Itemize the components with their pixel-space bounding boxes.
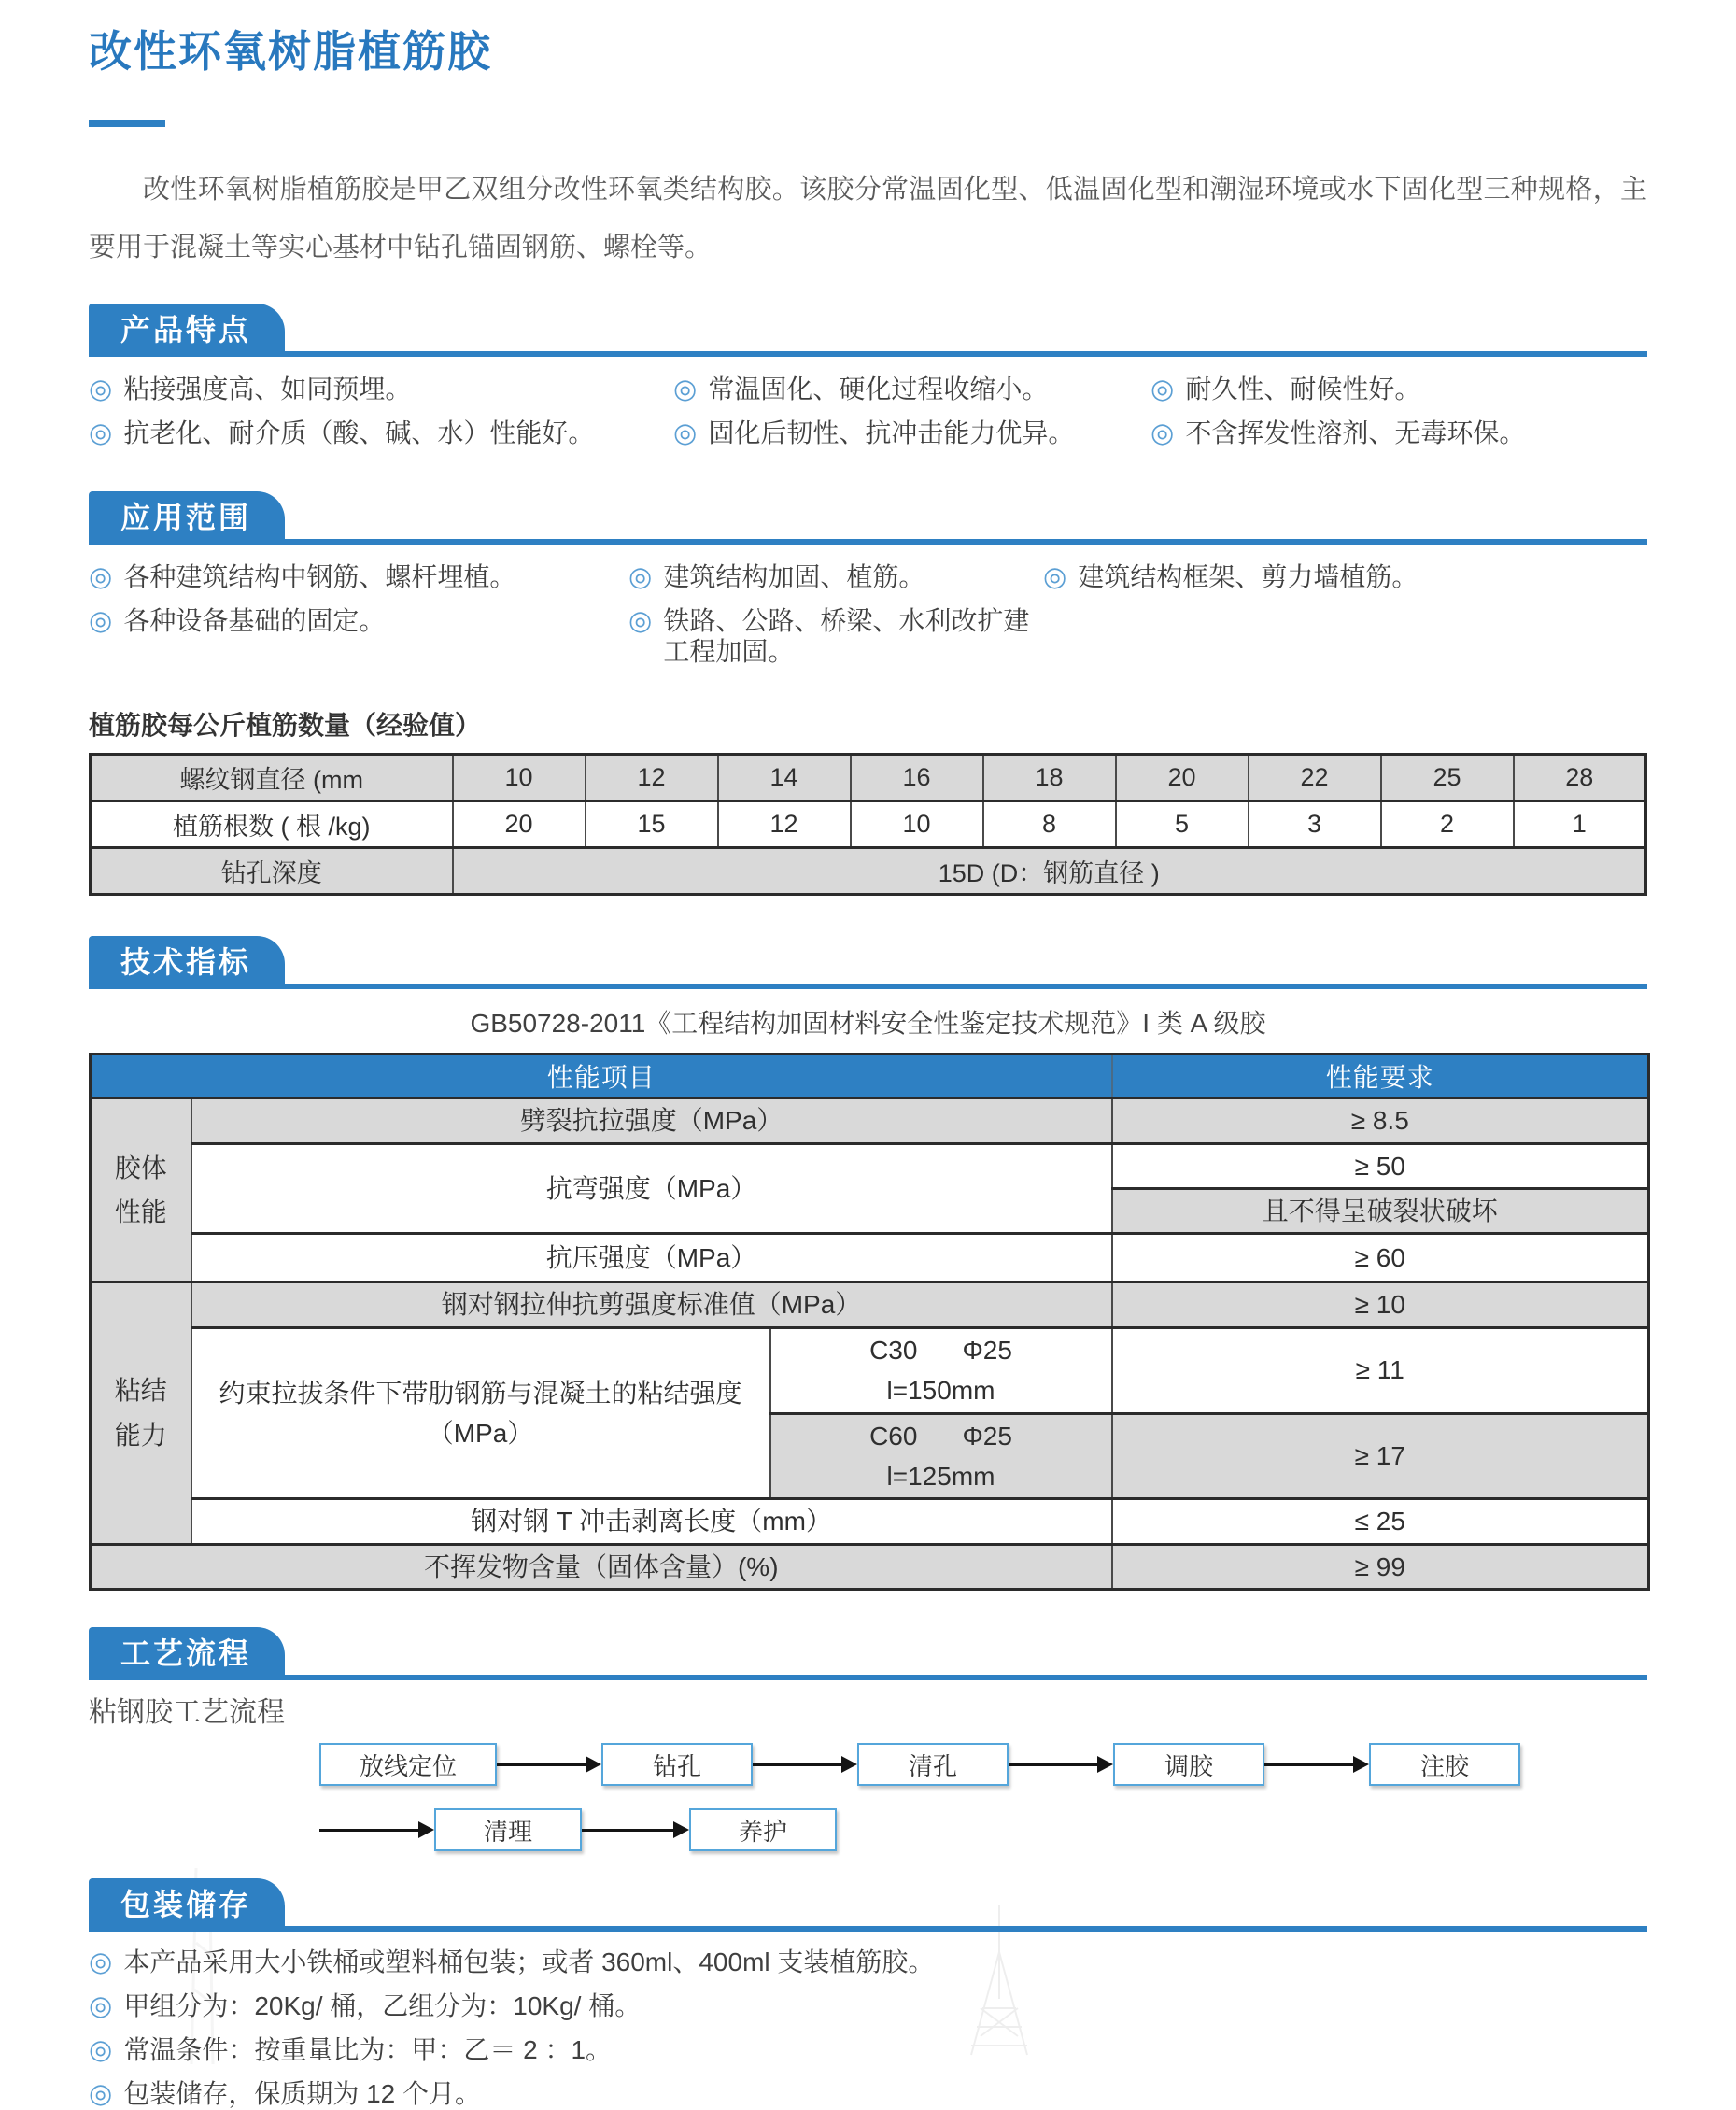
list-item <box>628 605 1043 667</box>
section-tab-features <box>89 304 285 357</box>
list-item <box>89 2034 1647 2066</box>
bullseye-icon: ◎ <box>1150 375 1175 405</box>
bullseye-icon: ◎ <box>673 418 698 449</box>
requirement-cell: 且不得呈破裂状破坏 <box>1112 1188 1649 1233</box>
property-cell: 约束拉拔条件下带肋钢筋与混凝土的粘结强度（MPa） <box>191 1327 770 1499</box>
bullseye-icon: ◎ <box>89 418 113 449</box>
flow-row-2 <box>319 1808 1647 1851</box>
row-label-cell: 钻孔深度 <box>91 848 453 895</box>
cell: 10 <box>453 755 586 801</box>
requirement-cell: ≥ 60 <box>1112 1234 1649 1282</box>
arrow-right-icon <box>1264 1756 1369 1773</box>
condition-cell: C60 Φ25 l=125mm <box>770 1413 1112 1499</box>
list-item-text: 抗老化、耐介质（酸、碱、水）性能好。 <box>123 418 595 448</box>
list-item <box>1150 374 1647 405</box>
row-label-cell: 螺纹钢直径 (mm <box>91 755 453 801</box>
property-cell: 钢对钢 T 冲击剥离长度（mm） <box>191 1499 1112 1544</box>
flow-step: 养护 <box>689 1808 837 1851</box>
arrow-right-icon <box>582 1821 689 1838</box>
flow-step: 清孔 <box>857 1743 1009 1786</box>
section-header-packaging <box>89 1879 1647 1932</box>
cell: 20 <box>453 801 586 848</box>
list-item <box>89 418 673 449</box>
cell: 14 <box>718 755 851 801</box>
cell: 12 <box>718 801 851 848</box>
flow-step: 注胶 <box>1369 1743 1520 1786</box>
section-header-applications <box>89 492 1647 545</box>
list-item <box>89 2078 1647 2110</box>
list-item <box>89 1990 1647 2022</box>
cell: 18 <box>983 755 1116 801</box>
section-rule <box>89 984 1647 989</box>
section-tab-label: 应用范围 <box>120 500 252 534</box>
cell: 8 <box>983 801 1116 848</box>
list-item <box>89 374 673 405</box>
standard-note: GB50728-2011《工程结构加固材料安全性鉴定技术规范》I 类 A 级胶 <box>470 1009 1266 1039</box>
column-header: 性能要求 <box>1112 1055 1649 1098</box>
tech-row <box>91 1544 1649 1589</box>
cell: 20 <box>1116 755 1249 801</box>
section-tab-packaging <box>89 1878 285 1932</box>
tech-row <box>91 1234 1649 1282</box>
content <box>89 26 1647 2110</box>
requirement-cell: ≥ 8.5 <box>1112 1098 1649 1143</box>
cell: 22 <box>1249 755 1381 801</box>
property-cell: 钢对钢拉伸抗剪强度标准值（MPa） <box>191 1282 1112 1327</box>
cell: 15 <box>586 801 718 848</box>
property-cell: 抗弯强度（MPa） <box>191 1143 1112 1234</box>
list-item-text: 粘接强度高、如同预埋。 <box>123 375 412 404</box>
bullseye-icon: ◎ <box>89 606 113 637</box>
tech-row <box>91 1499 1649 1544</box>
list-item <box>89 605 628 667</box>
section-header-process <box>89 1628 1647 1680</box>
bullseye-icon: ◎ <box>89 562 113 593</box>
group-cell: 粘结能力 <box>91 1282 191 1544</box>
title-dash <box>89 120 165 127</box>
list-item <box>1150 418 1647 449</box>
features-list <box>89 374 1647 449</box>
cell: 3 <box>1249 801 1381 848</box>
arrow-right-icon <box>753 1756 857 1773</box>
list-item-text: 不含挥发性溶剂、无毒环保。 <box>1185 418 1526 448</box>
bullseye-icon: ◎ <box>1150 418 1175 449</box>
cell: 25 <box>1381 755 1514 801</box>
requirement-cell: ≥ 10 <box>1112 1282 1649 1327</box>
column-header: 性能项目 <box>91 1055 1112 1098</box>
list-item-text: 各种建筑结构中钢筋、螺杆埋植。 <box>123 562 516 592</box>
bullseye-icon: ◎ <box>673 375 698 405</box>
bullseye-icon: ◎ <box>89 375 113 405</box>
intro-paragraph: 改性环氧树脂植筋胶是甲乙双组分改性环氧类结构胶。该胶分常温固化型、低温固化型和潮湿环境或水下固化型三种规格，主要用于混凝土等实心基材中钻孔锚固钢筋、螺栓等。 <box>89 175 1647 263</box>
list-item-text: 常温固化、硬化过程收缩小。 <box>708 375 1049 404</box>
tech-row <box>91 1282 1649 1327</box>
applications-list <box>89 561 1647 667</box>
list-item <box>89 1947 1647 1978</box>
list-item <box>673 418 1150 449</box>
cell: 12 <box>586 755 718 801</box>
tech-row <box>91 1143 1649 1188</box>
section-rule <box>89 1675 1647 1680</box>
section-tab-tech <box>89 936 285 989</box>
cell: 10 <box>851 801 983 848</box>
tech-row <box>91 1327 1649 1413</box>
section-tab-label: 包装储存 <box>120 1887 252 1921</box>
group-cell: 胶体性能 <box>91 1098 191 1282</box>
cell: 2 <box>1381 801 1514 848</box>
page-title: 改性环氧树脂植筋胶 <box>89 27 492 76</box>
list-item-text: 建筑结构加固、植筋。 <box>663 562 925 592</box>
cell: 5 <box>1116 801 1249 848</box>
list-item-text: 耐久性、耐候性好。 <box>1185 375 1421 404</box>
section-tab-applications <box>89 491 285 545</box>
merged-cell: 15D (D：钢筋直径 ) <box>453 848 1646 895</box>
section-header-features <box>89 304 1647 357</box>
rebar-table <box>89 753 1647 896</box>
bullseye-icon: ◎ <box>628 606 653 637</box>
list-item <box>1043 561 1647 593</box>
section-rule <box>89 539 1647 545</box>
rebar-count-row <box>91 801 1646 848</box>
bullseye-icon: ◎ <box>89 2079 113 2110</box>
section-tab-label: 工艺流程 <box>120 1636 252 1670</box>
condition-cell: C30 Φ25 l=150mm <box>770 1327 1112 1413</box>
requirement-cell: ≥ 50 <box>1112 1143 1649 1188</box>
drill-depth-row <box>91 848 1646 895</box>
list-item-text: 甲组分为：20Kg/ 桶，乙组分为：10Kg/ 桶。 <box>123 1991 642 2021</box>
requirement-cell: ≥ 99 <box>1112 1544 1649 1589</box>
flow-step: 调胶 <box>1113 1743 1264 1786</box>
requirement-cell: ≤ 25 <box>1112 1499 1649 1544</box>
list-item-text: 各种设备基础的固定。 <box>123 606 386 636</box>
property-cell: 抗压强度（MPa） <box>191 1234 1112 1282</box>
list-item <box>89 561 628 593</box>
arrow-right-icon <box>319 1821 434 1838</box>
section-header-tech <box>89 937 1647 989</box>
rebar-diameter-row <box>91 755 1646 801</box>
section-rule <box>89 351 1647 357</box>
list-item <box>628 561 1043 593</box>
property-cell: 不挥发物含量（固体含量）(%) <box>91 1544 1112 1589</box>
arrow-right-icon <box>1009 1756 1113 1773</box>
list-item-text: 建筑结构框架、剪力墙植筋。 <box>1078 562 1418 592</box>
tech-row <box>91 1098 1649 1143</box>
tech-table <box>89 1053 1650 1591</box>
cell: 1 <box>1514 801 1646 848</box>
bullseye-icon: ◎ <box>628 562 653 593</box>
section-rule <box>89 1926 1647 1932</box>
cell: 28 <box>1514 755 1646 801</box>
cell: 16 <box>851 755 983 801</box>
section-tab-label: 产品特点 <box>120 312 252 347</box>
list-item-text: 固化后韧性、抗冲击能力优异。 <box>708 418 1075 448</box>
tech-header-row <box>91 1055 1649 1098</box>
list-item-text: 包装储存，保质期为 12 个月。 <box>123 2079 482 2109</box>
section-tab-process <box>89 1627 285 1680</box>
row-label-cell: 植筋根数 ( 根 /kg) <box>91 801 453 848</box>
list-item-text: 铁路、公路、桥梁、水利改扩建工程加固。 <box>663 606 1030 667</box>
flow-step: 钻孔 <box>601 1743 753 1786</box>
list-item-text: 本产品采用大小铁桶或塑料桶包装；或者 360ml、400ml 支装植筋胶。 <box>123 1947 935 1977</box>
requirement-cell: ≥ 17 <box>1112 1413 1649 1499</box>
flow-subtitle: 粘钢胶工艺流程 <box>89 1697 285 1729</box>
bullseye-icon: ◎ <box>89 1947 113 1978</box>
packaging-list <box>89 1947 1647 2110</box>
list-item <box>673 374 1150 405</box>
bullseye-icon: ◎ <box>89 2035 113 2066</box>
flow-row-1 <box>319 1743 1647 1786</box>
flow-step: 放线定位 <box>319 1743 497 1786</box>
property-cell: 劈裂抗拉强度（MPa） <box>191 1098 1112 1143</box>
flow-step: 清理 <box>434 1808 582 1851</box>
bullseye-icon: ◎ <box>89 1991 113 2022</box>
requirement-cell: ≥ 11 <box>1112 1327 1649 1413</box>
rebar-table-label: 植筋胶每公斤植筋数量（经验值） <box>89 711 482 741</box>
arrow-right-icon <box>497 1756 601 1773</box>
bullseye-icon: ◎ <box>1043 562 1067 593</box>
section-tab-label: 技术指标 <box>120 944 252 979</box>
list-item-text: 常温条件：按重量比为：甲：乙＝ 2 ：1。 <box>123 2035 613 2065</box>
